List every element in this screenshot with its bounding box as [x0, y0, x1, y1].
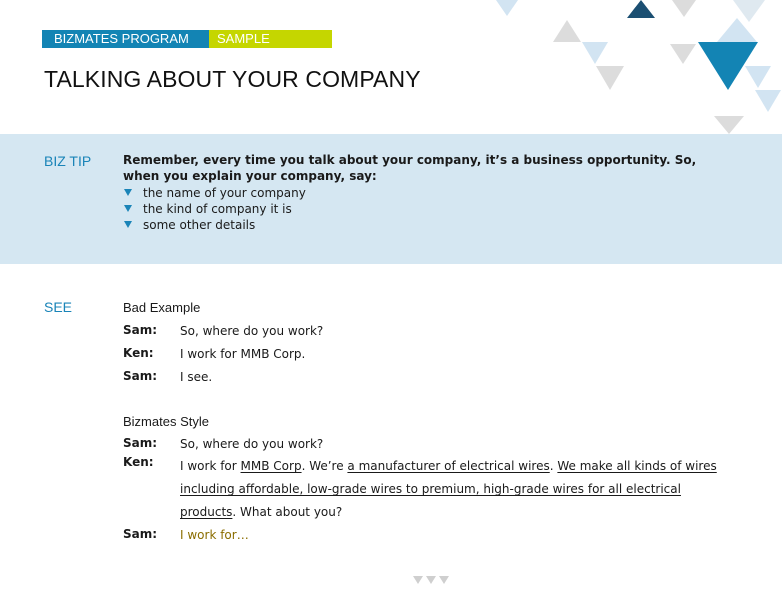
utterance: I work for MMB Corp. We’re a manufacturer of electrical wires. We make all kinds of wires including affordable, low-grade wires to premium, high-grade wires for all electrical products. What about you?: [180, 459, 717, 519]
program-tag: BIZMATES PROGRAM: [42, 30, 209, 48]
speaker-name: Sam:: [123, 436, 158, 450]
triangle-bullet-icon: [124, 189, 132, 196]
page-title: TALKING ABOUT YOUR COMPANY: [44, 66, 421, 92]
triangle-bullet-icon: [124, 205, 132, 212]
underlined-phrase: MMB Corp: [240, 459, 302, 473]
see-label: SEE: [44, 299, 73, 315]
utterance: I work for…: [180, 528, 249, 542]
triangle-shape: [670, 44, 696, 64]
speaker-name: Sam:: [123, 323, 158, 337]
triangle-bullet-icon: [124, 221, 132, 228]
list-item: some other details: [123, 217, 306, 233]
triangle-shape: [672, 0, 696, 17]
triangle-shape: [413, 576, 423, 584]
triangle-shape: [553, 20, 581, 42]
list-item: the kind of company it is: [123, 201, 306, 217]
list-item: the name of your company: [123, 185, 306, 201]
triangle-shape: [717, 18, 757, 42]
utterance: So, where do you work?: [180, 437, 324, 451]
triangle-shape: [439, 576, 449, 584]
utterance: So, where do you work?: [180, 324, 324, 338]
speaker-name: Sam:: [123, 527, 158, 541]
triangle-shape: [582, 42, 608, 64]
bizmates-style-heading: Bizmates Style: [123, 414, 209, 429]
underlined-phrase: We make all kinds of wires including affordable, low-grade wires to premium, high-grade wires for all electrical products: [180, 459, 717, 519]
triangle-shape: [596, 66, 624, 90]
triangle-shape: [496, 0, 518, 16]
speaker-name: Ken:: [123, 346, 154, 360]
underlined-phrase: a manufacturer of electrical wires: [347, 459, 550, 473]
speaker-name: Sam:: [123, 369, 158, 383]
triangle-shape: [426, 576, 436, 584]
utterance: I work for MMB Corp.: [180, 347, 306, 361]
lesson-tag: SAMPLE LESSON: [209, 30, 332, 48]
utterance: I see.: [180, 370, 213, 384]
biz-tip-list: [123, 185, 306, 233]
biz-tip-text: Remember, every time you talk about your company, it’s a business opportunity. So, when you explain your company, say:: [123, 153, 697, 183]
biz-tip-label: BIZ TIP: [44, 153, 92, 169]
bad-example-heading: Bad Example: [123, 300, 201, 315]
triangle-shape: [755, 90, 781, 112]
speaker-name: Ken:: [123, 455, 154, 469]
triangle-shape: [627, 0, 655, 18]
triangle-shape: [714, 116, 744, 134]
triangle-shape: [745, 66, 771, 88]
